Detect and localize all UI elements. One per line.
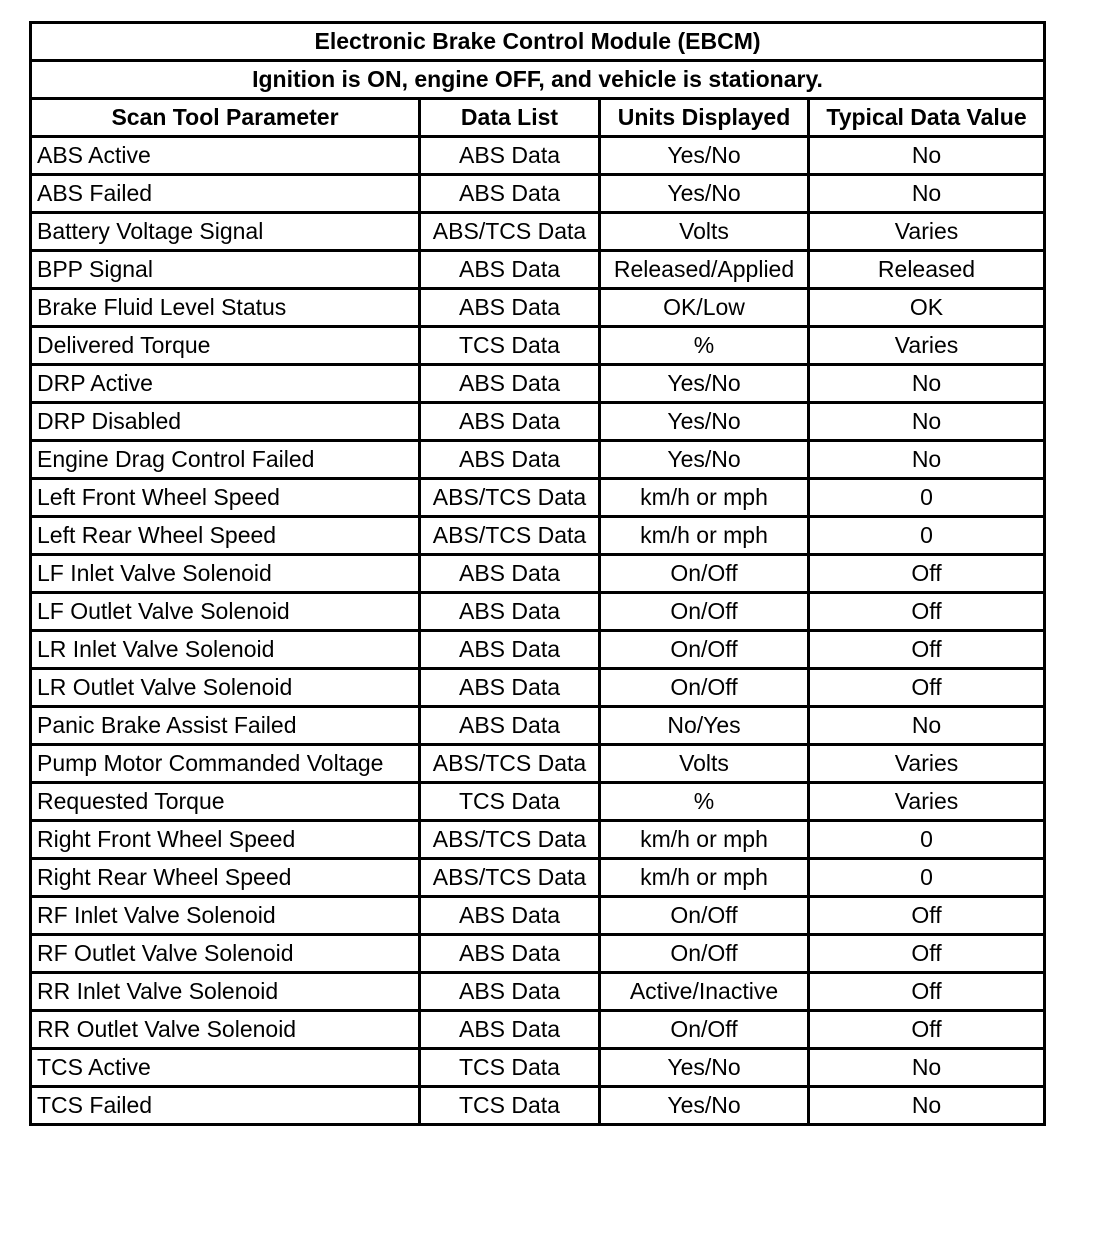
table-row	[31, 441, 1045, 479]
cell-parameter: Requested Torque	[31, 783, 420, 821]
cell-data-list: ABS Data	[420, 365, 600, 403]
table-title-row	[31, 23, 1045, 61]
table-row	[31, 859, 1045, 897]
cell-units: Volts	[600, 745, 809, 783]
table-row	[31, 707, 1045, 745]
cell-data-list: ABS Data	[420, 289, 600, 327]
cell-data-list: ABS Data	[420, 935, 600, 973]
cell-units: Yes/No	[600, 365, 809, 403]
cell-units: %	[600, 783, 809, 821]
table-row	[31, 137, 1045, 175]
cell-units: Yes/No	[600, 1087, 809, 1125]
cell-typical: Off	[809, 935, 1045, 973]
cell-typical: Off	[809, 1011, 1045, 1049]
column-header-typical: Typical Data Value	[809, 99, 1045, 137]
cell-parameter: Right Front Wheel Speed	[31, 821, 420, 859]
cell-typical: Off	[809, 555, 1045, 593]
cell-units: On/Off	[600, 897, 809, 935]
cell-typical: 0	[809, 821, 1045, 859]
column-header-parameter: Scan Tool Parameter	[31, 99, 420, 137]
cell-data-list: TCS Data	[420, 1087, 600, 1125]
cell-units: Yes/No	[600, 1049, 809, 1087]
cell-typical: Off	[809, 593, 1045, 631]
cell-units: Yes/No	[600, 403, 809, 441]
table-row	[31, 783, 1045, 821]
cell-parameter: RF Inlet Valve Solenoid	[31, 897, 420, 935]
table-row	[31, 1011, 1045, 1049]
cell-parameter: Left Rear Wheel Speed	[31, 517, 420, 555]
table-row	[31, 973, 1045, 1011]
cell-parameter: RR Inlet Valve Solenoid	[31, 973, 420, 1011]
cell-parameter: LF Outlet Valve Solenoid	[31, 593, 420, 631]
table-row	[31, 327, 1045, 365]
cell-parameter: LF Inlet Valve Solenoid	[31, 555, 420, 593]
cell-data-list: ABS Data	[420, 593, 600, 631]
table-row	[31, 669, 1045, 707]
cell-units: Active/Inactive	[600, 973, 809, 1011]
cell-parameter: LR Outlet Valve Solenoid	[31, 669, 420, 707]
cell-typical: Varies	[809, 213, 1045, 251]
table-title: Electronic Brake Control Module (EBCM)	[31, 23, 1045, 61]
table-row	[31, 289, 1045, 327]
cell-data-list: ABS/TCS Data	[420, 479, 600, 517]
table-row	[31, 1049, 1045, 1087]
cell-parameter: BPP Signal	[31, 251, 420, 289]
cell-typical: No	[809, 365, 1045, 403]
cell-units: On/Off	[600, 1011, 809, 1049]
cell-data-list: ABS Data	[420, 669, 600, 707]
cell-units: Yes/No	[600, 137, 809, 175]
table-row	[31, 935, 1045, 973]
cell-data-list: ABS/TCS Data	[420, 517, 600, 555]
cell-parameter: DRP Active	[31, 365, 420, 403]
table-row	[31, 897, 1045, 935]
cell-parameter: TCS Failed	[31, 1087, 420, 1125]
table-condition: Ignition is ON, engine OFF, and vehicle is stationary.	[31, 61, 1045, 99]
table-row	[31, 479, 1045, 517]
cell-typical: No	[809, 707, 1045, 745]
cell-parameter: Pump Motor Commanded Voltage	[31, 745, 420, 783]
cell-parameter: RF Outlet Valve Solenoid	[31, 935, 420, 973]
cell-units: km/h or mph	[600, 859, 809, 897]
cell-data-list: ABS/TCS Data	[420, 745, 600, 783]
cell-units: Yes/No	[600, 175, 809, 213]
cell-units: On/Off	[600, 669, 809, 707]
cell-units: Released/Applied	[600, 251, 809, 289]
table-condition-row	[31, 61, 1045, 99]
cell-units: On/Off	[600, 593, 809, 631]
ebcm-data-table	[29, 21, 1046, 1126]
cell-units: No/Yes	[600, 707, 809, 745]
cell-data-list: TCS Data	[420, 1049, 600, 1087]
table-row	[31, 821, 1045, 859]
cell-data-list: ABS Data	[420, 897, 600, 935]
table-row	[31, 517, 1045, 555]
cell-parameter: DRP Disabled	[31, 403, 420, 441]
cell-units: OK/Low	[600, 289, 809, 327]
table-row	[31, 365, 1045, 403]
cell-data-list: ABS Data	[420, 137, 600, 175]
cell-typical: No	[809, 1087, 1045, 1125]
cell-typical: Varies	[809, 745, 1045, 783]
column-header-data-list: Data List	[420, 99, 600, 137]
cell-units: On/Off	[600, 631, 809, 669]
cell-units: km/h or mph	[600, 517, 809, 555]
cell-typical: No	[809, 403, 1045, 441]
cell-typical: Off	[809, 631, 1045, 669]
cell-typical: Off	[809, 897, 1045, 935]
cell-data-list: ABS Data	[420, 555, 600, 593]
cell-typical: No	[809, 175, 1045, 213]
cell-data-list: ABS Data	[420, 251, 600, 289]
table-row	[31, 1087, 1045, 1125]
cell-typical: No	[809, 441, 1045, 479]
cell-parameter: LR Inlet Valve Solenoid	[31, 631, 420, 669]
cell-units: On/Off	[600, 555, 809, 593]
cell-units: Yes/No	[600, 441, 809, 479]
table-row	[31, 251, 1045, 289]
cell-typical: Released	[809, 251, 1045, 289]
cell-data-list: ABS Data	[420, 631, 600, 669]
column-header-row	[31, 99, 1045, 137]
cell-typical: Off	[809, 973, 1045, 1011]
cell-data-list: ABS/TCS Data	[420, 859, 600, 897]
cell-data-list: ABS Data	[420, 973, 600, 1011]
cell-units: km/h or mph	[600, 821, 809, 859]
cell-data-list: ABS Data	[420, 403, 600, 441]
cell-units: km/h or mph	[600, 479, 809, 517]
table-row	[31, 631, 1045, 669]
cell-parameter: ABS Failed	[31, 175, 420, 213]
cell-units: Volts	[600, 213, 809, 251]
cell-parameter: TCS Active	[31, 1049, 420, 1087]
cell-typical: Varies	[809, 327, 1045, 365]
cell-data-list: ABS Data	[420, 1011, 600, 1049]
cell-typical: OK	[809, 289, 1045, 327]
cell-typical: No	[809, 1049, 1045, 1087]
cell-typical: No	[809, 137, 1045, 175]
table-row	[31, 403, 1045, 441]
cell-parameter: Right Rear Wheel Speed	[31, 859, 420, 897]
cell-typical: 0	[809, 859, 1045, 897]
cell-typical: 0	[809, 517, 1045, 555]
cell-parameter: Battery Voltage Signal	[31, 213, 420, 251]
cell-data-list: ABS Data	[420, 175, 600, 213]
cell-data-list: ABS Data	[420, 441, 600, 479]
cell-parameter: Brake Fluid Level Status	[31, 289, 420, 327]
cell-data-list: ABS Data	[420, 707, 600, 745]
cell-parameter: Delivered Torque	[31, 327, 420, 365]
cell-typical: 0	[809, 479, 1045, 517]
cell-typical: Off	[809, 669, 1045, 707]
cell-parameter: ABS Active	[31, 137, 420, 175]
cell-parameter: Left Front Wheel Speed	[31, 479, 420, 517]
table-row	[31, 555, 1045, 593]
table-row	[31, 593, 1045, 631]
cell-parameter: Engine Drag Control Failed	[31, 441, 420, 479]
cell-typical: Varies	[809, 783, 1045, 821]
cell-data-list: ABS/TCS Data	[420, 821, 600, 859]
cell-data-list: ABS/TCS Data	[420, 213, 600, 251]
cell-units: %	[600, 327, 809, 365]
cell-parameter: Panic Brake Assist Failed	[31, 707, 420, 745]
table-row	[31, 745, 1045, 783]
column-header-units: Units Displayed	[600, 99, 809, 137]
cell-data-list: TCS Data	[420, 783, 600, 821]
cell-parameter: RR Outlet Valve Solenoid	[31, 1011, 420, 1049]
cell-units: On/Off	[600, 935, 809, 973]
table-row	[31, 175, 1045, 213]
table-row	[31, 213, 1045, 251]
cell-data-list: TCS Data	[420, 327, 600, 365]
table-body	[31, 137, 1045, 1125]
